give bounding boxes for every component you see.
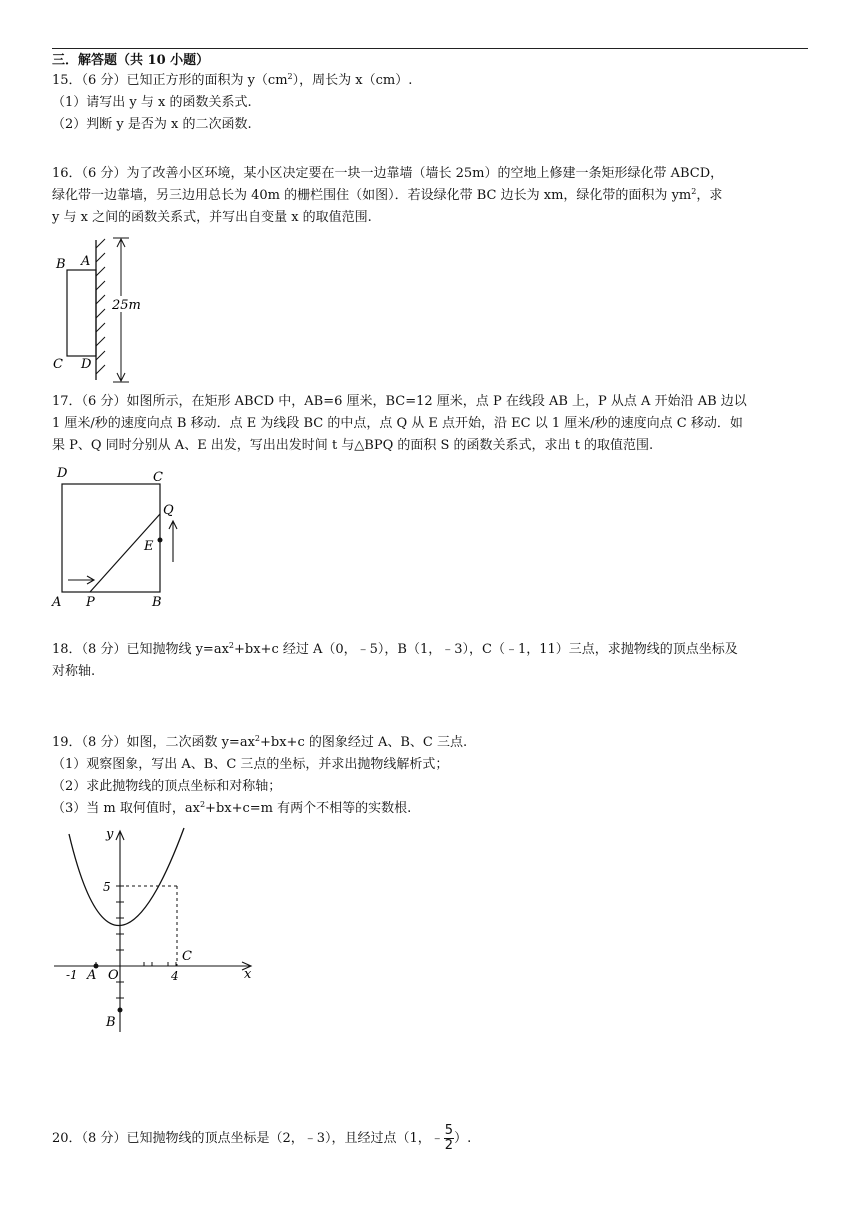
x-axis-ticks bbox=[96, 962, 176, 966]
arrow-right-icon bbox=[68, 576, 94, 584]
parabola-curve bbox=[69, 828, 184, 926]
q17-line1: 17．（6 分）如图所示，在矩形 ABCD 中，AB=6 厘米，BC=12 厘米，点 P 在线段 AB 上，P 从点 A 开始沿 AB 边以 bbox=[52, 394, 747, 409]
label-A: A bbox=[81, 254, 91, 269]
q19-part2: （2）求此抛物线的顶点坐标和对称轴； bbox=[52, 779, 282, 794]
arrow-up-icon bbox=[169, 521, 177, 562]
q17-line3: 果 P、Q 同时分别从 A、E 出发，写出出发时间 t 与△BPQ 的面积 S 的函数关系式，求出 t 的取值范围. bbox=[52, 438, 654, 453]
label-A: A bbox=[52, 595, 62, 610]
label-D: D bbox=[81, 357, 92, 372]
label-P: P bbox=[86, 595, 95, 610]
label-minus1: -1 bbox=[66, 968, 78, 982]
q17-figure bbox=[48, 462, 188, 612]
q16-line1: 16．（6 分）为了改善小区环境，某小区决定要在一块一边靠墙（墙长 25m）的空地上修建一条矩形绿化带 ABCD， bbox=[52, 166, 724, 181]
label-A: A bbox=[87, 968, 97, 983]
q19-parabola-graph bbox=[52, 822, 262, 1034]
green-belt-rect bbox=[67, 270, 96, 356]
q16-line3: y 与 x 之间的函数关系式，并写出自变量 x 的取值范围. bbox=[52, 210, 372, 225]
q18-line1: 18．（8 分）已知抛物线 $y=ax^2+bx+c$ 经过 A（0，﹣5），B（1，﹣3），C（﹣1，11）三点，求抛物线的顶点坐标及 bbox=[52, 641, 738, 657]
label-B: B bbox=[56, 257, 66, 272]
point-E bbox=[158, 538, 163, 543]
label-B: B bbox=[106, 1015, 116, 1030]
q20-stem: 20．（8 分）已知抛物线的顶点坐标是（2，﹣3），且经过点（1，﹣ $\frac{5}{2}$ ）. bbox=[52, 1123, 472, 1153]
q16-line2: 绿化带一边靠墙，另三边用总长为 40m 的栅栏围住（如图）．若设绿化带 BC 边长为 xm，绿化带的面积为 $ym^2$，求 bbox=[52, 187, 723, 203]
label-C: C bbox=[182, 949, 192, 964]
header-rule bbox=[52, 48, 808, 49]
section-header: 三．解答题（共 10 小题） bbox=[52, 53, 210, 68]
q15-part1: （1）请写出 y 与 x 的函数关系式. bbox=[52, 95, 252, 110]
label-25m: 25m bbox=[112, 298, 141, 313]
label-C: C bbox=[153, 470, 163, 485]
label-B: B bbox=[152, 595, 162, 610]
label-E: E bbox=[144, 539, 154, 554]
q19-stem: 19．（8 分）如图，二次函数 $y=ax^2+bx+c$ 的图象经过 A、B、C 三点. bbox=[52, 734, 468, 750]
label-x: x bbox=[244, 967, 252, 982]
label-5: 5 bbox=[103, 880, 111, 894]
dashed-guides bbox=[120, 886, 177, 966]
label-Q: Q bbox=[163, 503, 174, 518]
q17-line2: 1 厘米/秒的速度向点 B 移动．点 E 为线段 BC 的中点，点 Q 从 E 点开始，沿 EC 以 1 厘米/秒的速度向点 C 移动．如 bbox=[52, 416, 743, 431]
q18-line2: 对称轴. bbox=[52, 664, 96, 679]
label-C: C bbox=[53, 357, 63, 372]
y-axis bbox=[116, 831, 124, 1032]
wall-hatching bbox=[96, 239, 105, 374]
rectangle-ABCD bbox=[62, 484, 160, 592]
q15-part2: （2）判断 y 是否为 x 的二次函数. bbox=[52, 117, 252, 132]
q19-part3: （3）当 m 取何值时，$ax^2+bx+c=m$ 有两个不相等的实数根. bbox=[52, 800, 412, 816]
fraction-5-over-2: $\frac{5}{2}$ bbox=[444, 1123, 454, 1153]
q16-figure bbox=[48, 234, 148, 386]
label-O: O bbox=[108, 968, 119, 983]
label-D: D bbox=[57, 466, 68, 481]
q19-part1: （1）观察图象，写出 A、B、C 三点的坐标，并求出抛物线解析式； bbox=[52, 757, 449, 772]
q15-stem: 15．（6 分）已知正方形的面积为 $y(cm^2)$，周长为 x（cm）. bbox=[52, 72, 413, 88]
label-y: y bbox=[106, 827, 114, 842]
label-4: 4 bbox=[171, 969, 179, 983]
point-B bbox=[118, 1008, 123, 1013]
